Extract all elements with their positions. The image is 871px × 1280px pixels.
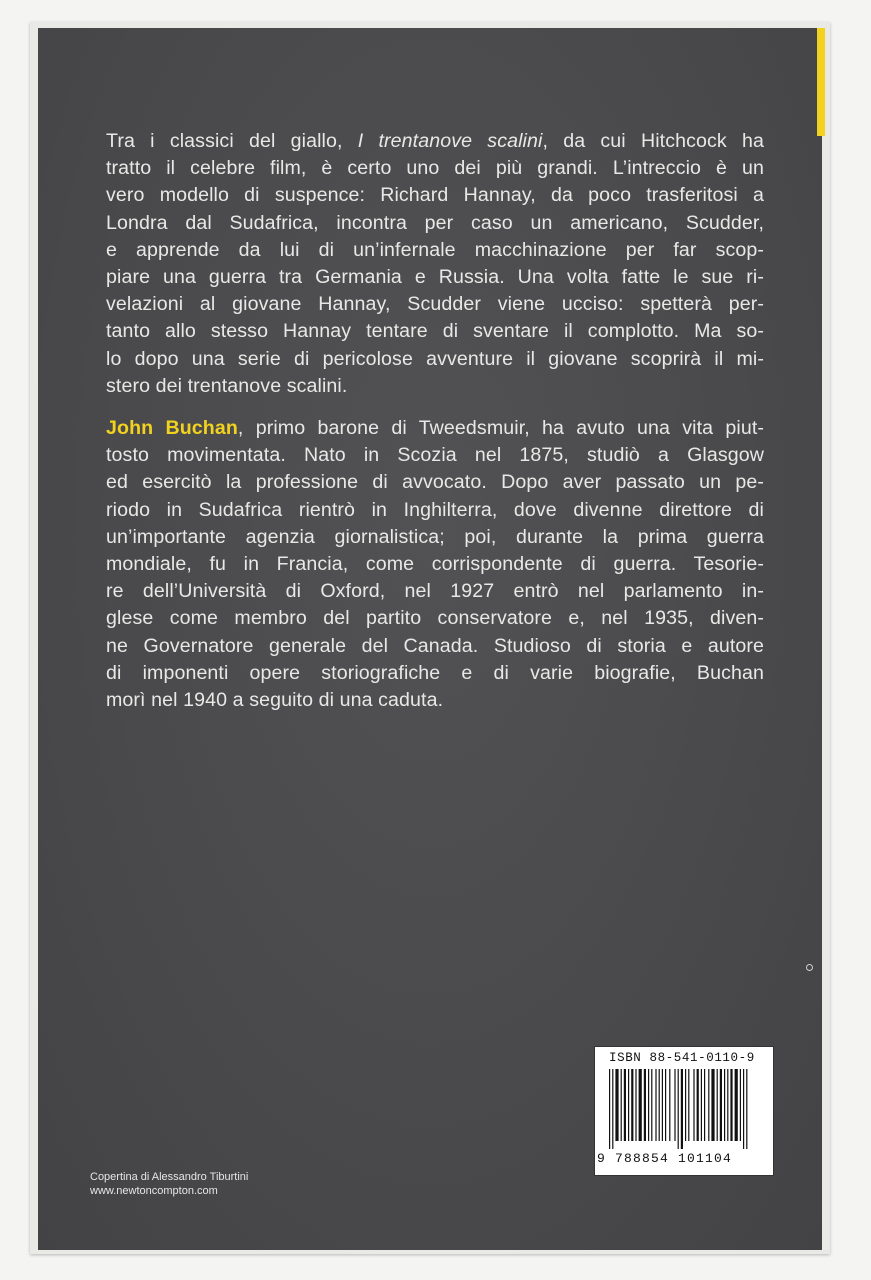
- blurb-line: stero dei trentanove scalini.: [106, 374, 348, 397]
- blurb-line: tratto il celebre film, è certo uno dei più grandi. L’intreccio è un: [106, 157, 764, 180]
- isbn-barcode: [594, 1046, 774, 1176]
- author-name: John Buchan: [106, 417, 238, 440]
- blurb-line: ed esercitò la professione di avvocato. Dopo aver passato un pe-: [106, 471, 764, 494]
- blurb-line: morì nel 1940 a seguito di una caduta.: [106, 689, 444, 712]
- barcode-bar: [648, 1069, 649, 1141]
- small-circle-mark: [806, 964, 813, 971]
- barcode-bar: [621, 1069, 622, 1141]
- blurb-line: mondiale, fu in Francia, come corrispondente di guerra. Tesorie-: [106, 553, 764, 576]
- cover-credit: [90, 1170, 248, 1198]
- cover-designer-credit: Copertina di Alessandro Tiburtini: [90, 1171, 249, 1183]
- barcode-bar: [711, 1069, 714, 1141]
- barcode-digits: 9 788854 101104: [597, 1151, 733, 1166]
- barcode-bar: [674, 1069, 675, 1141]
- back-cover-blurb: [106, 128, 764, 729]
- barcode-bar: [669, 1069, 670, 1141]
- yellow-spine-strip: [817, 28, 825, 136]
- barcode-bar: [708, 1069, 709, 1141]
- barcode-bar: [609, 1069, 610, 1149]
- barcode-bar: [685, 1069, 686, 1141]
- barcode-bar: [701, 1069, 702, 1141]
- blurb-line: Londra dal Sudafrica, incontra per caso un americano, Scudder,: [106, 211, 764, 234]
- publisher-website: www.newtoncompton.com: [90, 1185, 218, 1197]
- barcode-bar: [631, 1069, 633, 1141]
- barcode-bar: [688, 1069, 689, 1141]
- blurb-line: piare una guerra tra Germania e Russia. Una volta fatte le sue ri-: [106, 266, 764, 289]
- isbn-label: ISBN 88-541-0110-9: [609, 1051, 755, 1065]
- author-bio-paragraph: [106, 415, 764, 714]
- plot-summary-paragraph: [106, 128, 764, 400]
- barcode-bar: [655, 1069, 656, 1141]
- barcode-bar: [665, 1069, 666, 1141]
- barcode-bar: [624, 1069, 626, 1141]
- blurb-line: John Buchan, primo barone di Tweedsmuir, ha avuto una vita piut-: [106, 417, 764, 440]
- book-title: I trentanove scalini: [357, 130, 543, 152]
- blurb-line: tanto allo stesso Hannay tentare di sventare il complotto. Ma so-: [106, 320, 764, 343]
- blurb-line: ne Governatore generale del Canada. Studioso di storia e autore: [106, 634, 764, 657]
- barcode-bar: [615, 1069, 618, 1141]
- barcode-bar: [678, 1069, 679, 1149]
- barcode-bar: [743, 1069, 744, 1149]
- barcode-bar: [746, 1069, 747, 1149]
- blurb-line: re dell’Università di Oxford, nel 1927 entrò nel parlamento in-: [106, 580, 764, 603]
- barcode-bar: [635, 1069, 636, 1141]
- barcode-bar: [727, 1069, 728, 1141]
- barcode-bars-icon: [609, 1069, 759, 1149]
- barcode-bar: [628, 1069, 629, 1141]
- barcode-bar: [681, 1069, 683, 1149]
- barcode-bar: [612, 1069, 613, 1149]
- blurb-line: vero modello di suspence: Richard Hannay, da poco trasferitosi a: [106, 184, 764, 207]
- barcode-bar: [730, 1069, 732, 1141]
- blurb-line: e apprende da lui di un’infernale macchinazione per far scop-: [106, 238, 764, 261]
- barcode-bar: [651, 1069, 652, 1141]
- blurb-line: glese come membro del partito conservatore e, nel 1935, diven-: [106, 607, 764, 630]
- barcode-bar: [693, 1069, 694, 1141]
- barcode-bar: [697, 1069, 699, 1141]
- blurb-line: Tra i classici del giallo, I trentanove scalini, da cui Hitchcock ha: [106, 130, 764, 152]
- barcode-bar: [644, 1069, 646, 1141]
- blurb-line: tosto movimentata. Nato in Scozia nel 1875, studiò a Glasgow: [106, 444, 764, 467]
- barcode-bar: [662, 1069, 663, 1141]
- barcode-bar: [724, 1069, 725, 1141]
- barcode-bar: [735, 1069, 738, 1141]
- barcode-bar: [659, 1069, 660, 1141]
- barcode-bar: [740, 1069, 741, 1141]
- blurb-line: velazioni al giovane Hannay, Scudder viene ucciso: spetterà per-: [106, 293, 764, 316]
- barcode-bar: [639, 1069, 642, 1141]
- barcode-bar: [717, 1069, 718, 1141]
- blurb-line: di imponenti opere storiografiche e di varie biografie, Buchan: [106, 661, 764, 684]
- blurb-line: riodo in Sudafrica rientrò in Inghilterra, dove divenne direttore di: [106, 498, 764, 521]
- barcode-bar: [704, 1069, 705, 1141]
- blurb-line: lo dopo una serie di pericolose avventure il giovane scoprirà il mi-: [106, 347, 764, 370]
- barcode-bar: [720, 1069, 722, 1141]
- blurb-line: un’importante agenzia giornalistica; poi, durante la prima guerra: [106, 525, 764, 548]
